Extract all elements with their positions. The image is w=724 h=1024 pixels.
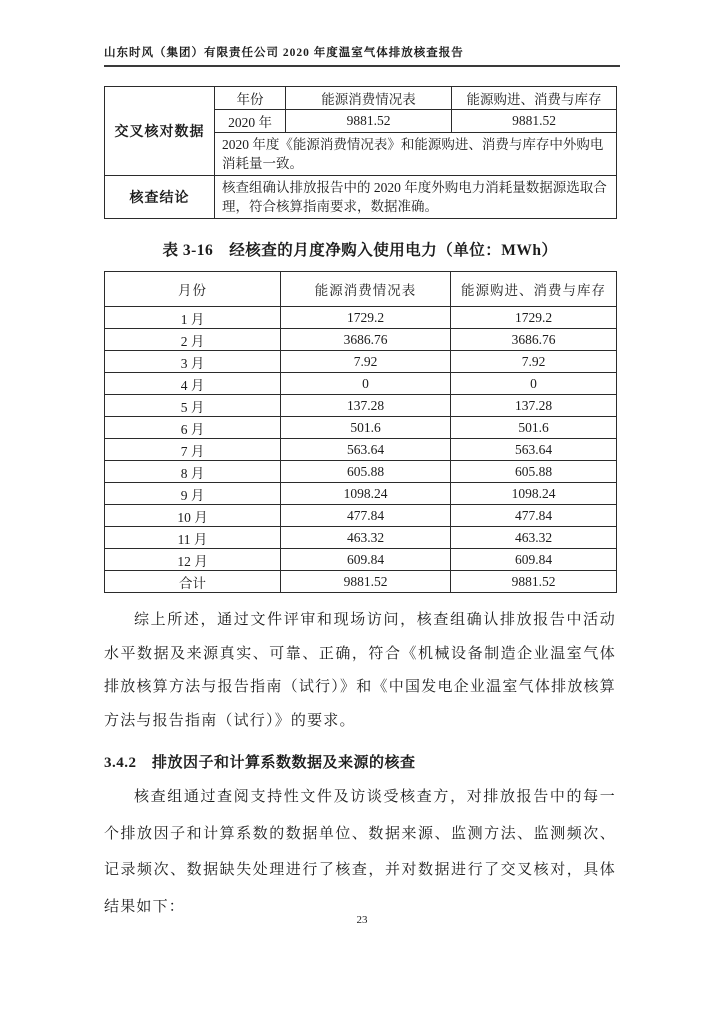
cell-year: 2020 年 [215, 110, 286, 133]
table-row [105, 329, 617, 351]
table-cell: 7.92 [281, 351, 451, 373]
table-cell: 463.32 [281, 527, 451, 549]
column-header-energy-purchase: 能源购进、消费与库存 [452, 87, 617, 110]
table-cell: 137.28 [451, 395, 617, 417]
table-row [105, 351, 617, 373]
table-cell: 605.88 [281, 461, 451, 483]
table-cell: 137.28 [281, 395, 451, 417]
column-header-month: 月份 [105, 272, 281, 307]
table-cell: 11 月 [105, 527, 281, 549]
section-heading-3-4-2: 3.4.2 排放因子和计算系数数据及来源的核查 [104, 755, 416, 771]
table-cell: 477.84 [281, 505, 451, 527]
table-cell: 463.32 [451, 527, 617, 549]
cell-value: 9881.52 [452, 110, 617, 133]
conclusion-text: 核查组确认排放报告中的 2020 年度外购电力消耗量数据源选取合理，符合核算指南要求，数据准确。 [215, 176, 617, 219]
table-row [105, 505, 617, 527]
table-row [105, 395, 617, 417]
table-row [105, 549, 617, 571]
table-cell: 9881.52 [451, 571, 617, 593]
conclusion-row-label: 核查结论 [105, 176, 215, 219]
table-cell: 0 [451, 373, 617, 395]
table-cell: 6 月 [105, 417, 281, 439]
summary-paragraph: 综上所述，通过文件评审和现场访问，核查组确认排放报告中活动水平数据及来源真实、可靠、正确，符合《机械设备制造企业温室气体排放核算方法与报告指南（试行）》和《中国发电企业温室气体排放核算方法与报告指南（试行）》的要求。 [104, 612, 616, 729]
table-row [105, 527, 617, 549]
cross-check-note: 2020 年度《能源消费情况表》和能源购进、消费与库存中外购电消耗量一致。 [215, 133, 617, 176]
table-cell: 609.84 [281, 549, 451, 571]
table-cell: 0 [281, 373, 451, 395]
table-cell: 7 月 [105, 439, 281, 461]
table-cell: 563.64 [281, 439, 451, 461]
table-cell: 10 月 [105, 505, 281, 527]
table-cell: 7.92 [451, 351, 617, 373]
table-cell: 9 月 [105, 483, 281, 505]
cross-check-table [104, 86, 617, 219]
page-number: 23 [356, 914, 368, 926]
cross-check-row-label: 交叉核对数据 [105, 87, 215, 176]
column-header-year: 年份 [215, 87, 286, 110]
table-row [105, 417, 617, 439]
table-row [105, 439, 617, 461]
table-cell: 501.6 [281, 417, 451, 439]
table-cell: 501.6 [451, 417, 617, 439]
table-row [105, 307, 617, 329]
table-row [105, 483, 617, 505]
table-row [105, 373, 617, 395]
table-row [105, 571, 617, 593]
table-cell: 9881.52 [281, 571, 451, 593]
table-cell: 1098.24 [281, 483, 451, 505]
table-row [105, 461, 617, 483]
table-cell: 609.84 [451, 549, 617, 571]
table-row [105, 176, 617, 219]
table-cell: 563.64 [451, 439, 617, 461]
monthly-electricity-table [104, 271, 617, 593]
table-cell: 12 月 [105, 549, 281, 571]
table-cell: 477.84 [451, 505, 617, 527]
table-cell: 605.88 [451, 461, 617, 483]
table-cell: 合计 [105, 571, 281, 593]
table-cell: 3686.76 [281, 329, 451, 351]
table-cell: 1729.2 [281, 307, 451, 329]
table-cell: 2 月 [105, 329, 281, 351]
table-cell: 4 月 [105, 373, 281, 395]
running-header: 山东时风（集团）有限责任公司 2020 年度温室气体排放核查报告 [104, 44, 620, 67]
monthly-table-body [105, 307, 617, 593]
table-cell: 1 月 [105, 307, 281, 329]
table-3-16-title: 表 3-16 经核查的月度净购入使用电力（单位：MWh） [162, 242, 558, 259]
column-header-energy-consumption: 能源消费情况表 [286, 87, 452, 110]
section-body-paragraph: 核查组通过查阅支持性文件及访谈受核查方，对排放报告中的每一个排放因子和计算系数的数据单位、数据来源、监测方法、监测频次、记录频次、数据缺失处理进行了核查，并对数据进行了交叉核对，具体结果如下： [104, 789, 616, 915]
table-cell: 1729.2 [451, 307, 617, 329]
table-cell: 5 月 [105, 395, 281, 417]
table-cell: 8 月 [105, 461, 281, 483]
cell-value: 9881.52 [286, 110, 452, 133]
table-cell: 1098.24 [451, 483, 617, 505]
table-row [105, 87, 617, 110]
table-cell: 3 月 [105, 351, 281, 373]
table-cell: 3686.76 [451, 329, 617, 351]
column-header-energy-purchase: 能源购进、消费与库存 [451, 272, 617, 307]
column-header-energy-consumption: 能源消费情况表 [281, 272, 451, 307]
table-header-row [105, 272, 617, 307]
